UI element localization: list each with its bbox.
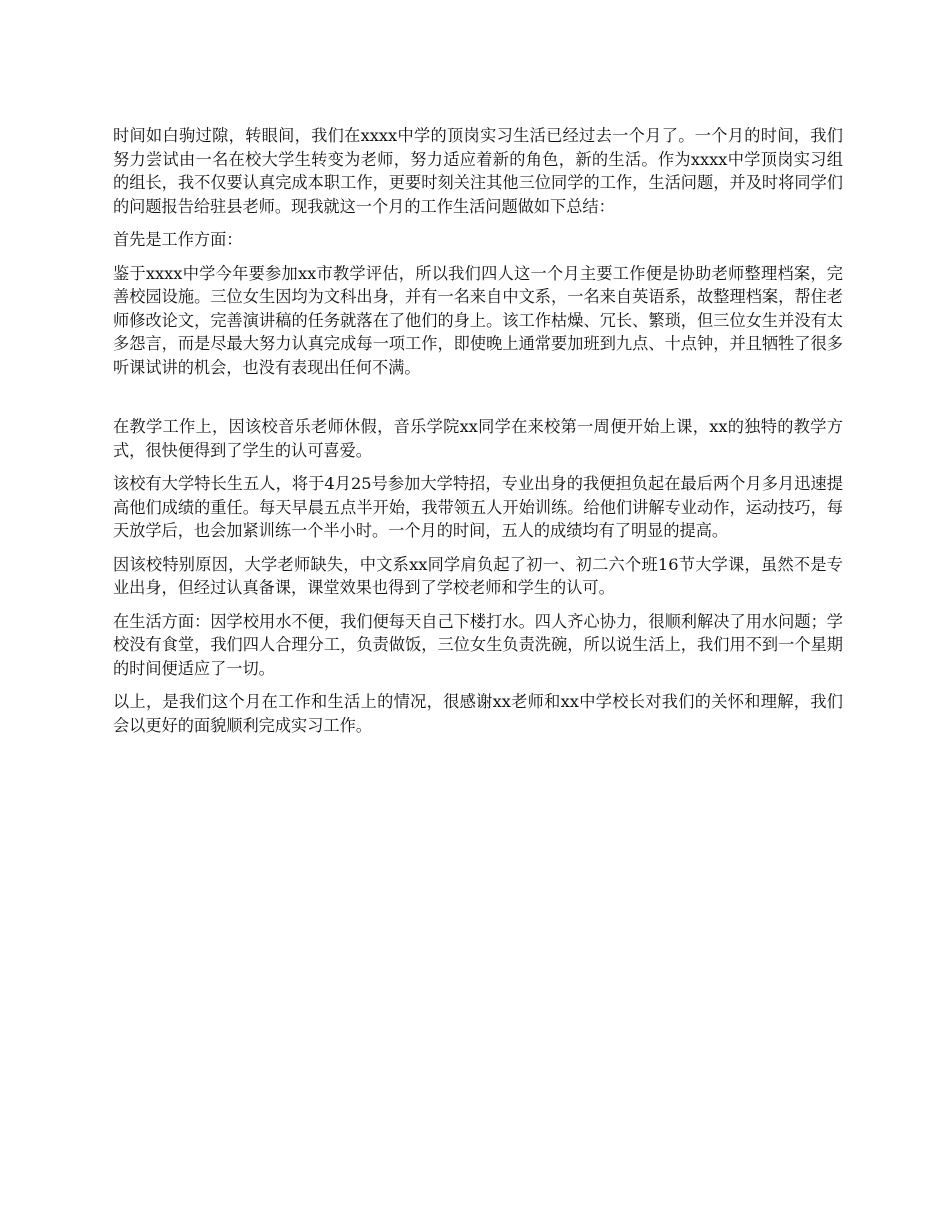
paragraph-conclusion: 以上，是我们这个月在工作和生活上的情况，很感谢xx老师和xx中学校长对我们的关怀和理解，我们会以更好的面貌顺利完成实习工作。	[113, 692, 843, 735]
paragraph-life: 在生活方面：因学校用水不便，我们便每天自己下楼打水。四人齐心协力，很顺利解决了用水问题；学校没有食堂，我们四人合理分工，负责做饭，三位女生负责洗碗，所以说生活上，我们用不到一个星期的时间便适应了一切。	[113, 611, 843, 678]
paragraph-work-archives: 鉴于xxxx中学今年要参加xx市教学评估，所以我们四人这一个月主要工作便是协助老师整理档案，完善校园设施。三位女生因均为文科出身，并有一名来自中文系，一名来自英语系，故整理档案，帮住老师修改论文，完善演讲稿的任务就落在了他们的身上。该工作枯燥、冗长、繁琐，但三位女生并没有太多怨言，而是尽最大努力认真完成每一项工作，即使晚上通常要加班到九点、十点钟，并且牺牲了很多听课试讲的机会，也没有表现出任何不满。	[113, 263, 843, 377]
paragraph-work-heading: 首先是工作方面：	[113, 230, 243, 249]
paragraph-chinese-classes: 因该校特别原因，大学老师缺失，中文系xx同学肩负起了初一、初二六个班16节大学课，虽然不是专业出身，但经过认真备课，课堂效果也得到了学校老师和学生的认可。	[113, 554, 843, 597]
paragraph-teaching-music: 在教学工作上，因该校音乐老师休假，音乐学院xx同学在来校第一周便开始上课，xx的独特的教学方式，很快便得到了学生的认可喜爱。	[113, 417, 843, 460]
paragraph-training: 该校有大学特长生五人，将于4月25号参加大学特招，专业出身的我便担负起在最后两个月多月迅速提高他们成绩的重任。每天早晨五点半开始，我带领五人开始训练。给他们讲解专业动作，运动技巧，每天放学后，也会加紧训练一个半小时。一个月的时间，五人的成绩均有了明显的提高。	[113, 474, 843, 540]
document-body	[113, 124, 843, 747]
paragraph-intro: 时间如白驹过隙，转眼间，我们在xxxx中学的顶岗实习生活已经过去一个月了。一个月的时间，我们努力尝试由一名在校大学生转变为老师，努力适应着新的角色，新的生活。作为xxxx中学顶岗实习组的组长，我不仅要认真完成本职工作，更要时刻关注其他三位同学的工作，生活问题，并及时将同学们的问题报告给驻县老师。现我就这一个月的工作生活问题做如下总结：	[113, 126, 843, 216]
